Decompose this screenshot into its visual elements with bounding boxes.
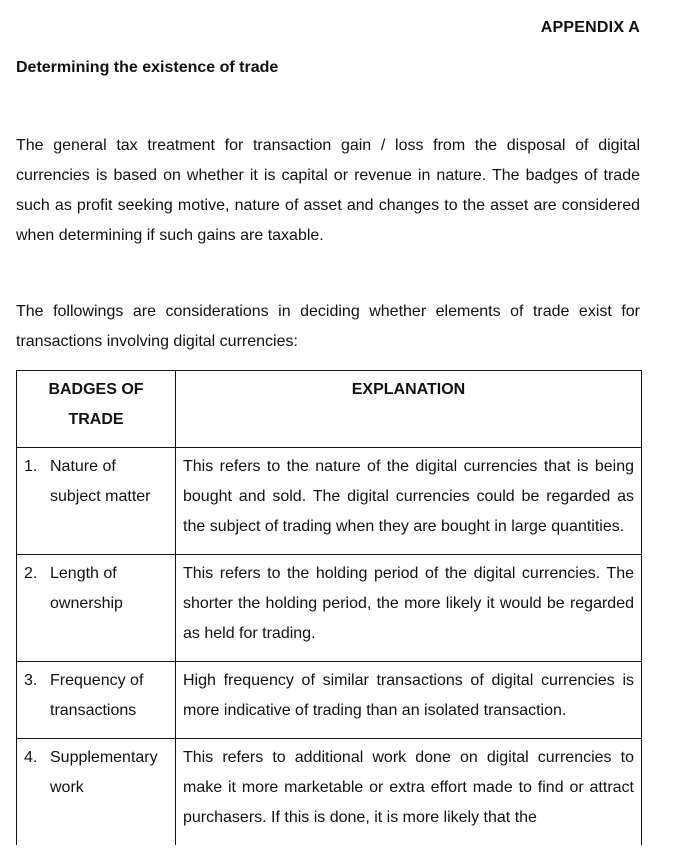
badges-of-trade-table	[16, 370, 642, 845]
explanation-cell: This refers to the nature of the digital currencies that is being bought and sold. The digital currencies could be regarded as the subject of trading when they are bought in large quantities.	[176, 448, 642, 555]
header-badges-of-trade: BADGES OF TRADE	[17, 371, 176, 448]
badge-name: Length of ownership	[50, 565, 123, 612]
explanation-cell: This refers to the holding period of the digital currencies. The shorter the holding period, the more likely it would be regarded as held for trading.	[176, 555, 642, 662]
badge-cell	[17, 555, 176, 662]
table-row	[17, 739, 642, 846]
table-row	[17, 662, 642, 739]
explanation-cell: High frequency of similar transactions of digital currencies is more indicative of trading than an isolated transaction.	[176, 662, 642, 739]
badge-cell	[17, 662, 176, 739]
considerations-paragraph: The followings are considerations in deciding whether elements of trade exist for transactions involving digital currencies:	[16, 303, 640, 350]
badge-number: 1.	[24, 458, 38, 475]
badge-cell	[17, 448, 176, 555]
badge-name: Nature of subject matter	[50, 458, 151, 505]
table-header-row	[17, 371, 642, 448]
badge-name: Frequency of transactions	[50, 672, 144, 719]
intro-paragraph: The general tax treatment for transaction gain / loss from the disposal of digital currencies is based on whether it is capital or revenue in nature. The badges of trade such as profit seeking motive, nature of asset and changes to the asset are considered when determining if such gains are taxable.	[16, 137, 640, 244]
badge-cell	[17, 739, 176, 846]
badge-number: 4.	[24, 749, 38, 766]
table-row	[17, 555, 642, 662]
badge-name: Supplementary work	[50, 749, 158, 796]
badge-number: 2.	[24, 565, 38, 582]
section-heading: Determining the existence of trade	[16, 59, 279, 76]
explanation-cell: This refers to additional work done on digital currencies to make it more marketable or extra effort made to find or attract purchasers. If this is done, it is more likely that the	[176, 739, 642, 846]
table-row	[17, 448, 642, 555]
badge-number: 3.	[24, 672, 38, 689]
header-explanation: EXPLANATION	[176, 371, 642, 448]
appendix-label: APPENDIX A	[540, 19, 640, 36]
